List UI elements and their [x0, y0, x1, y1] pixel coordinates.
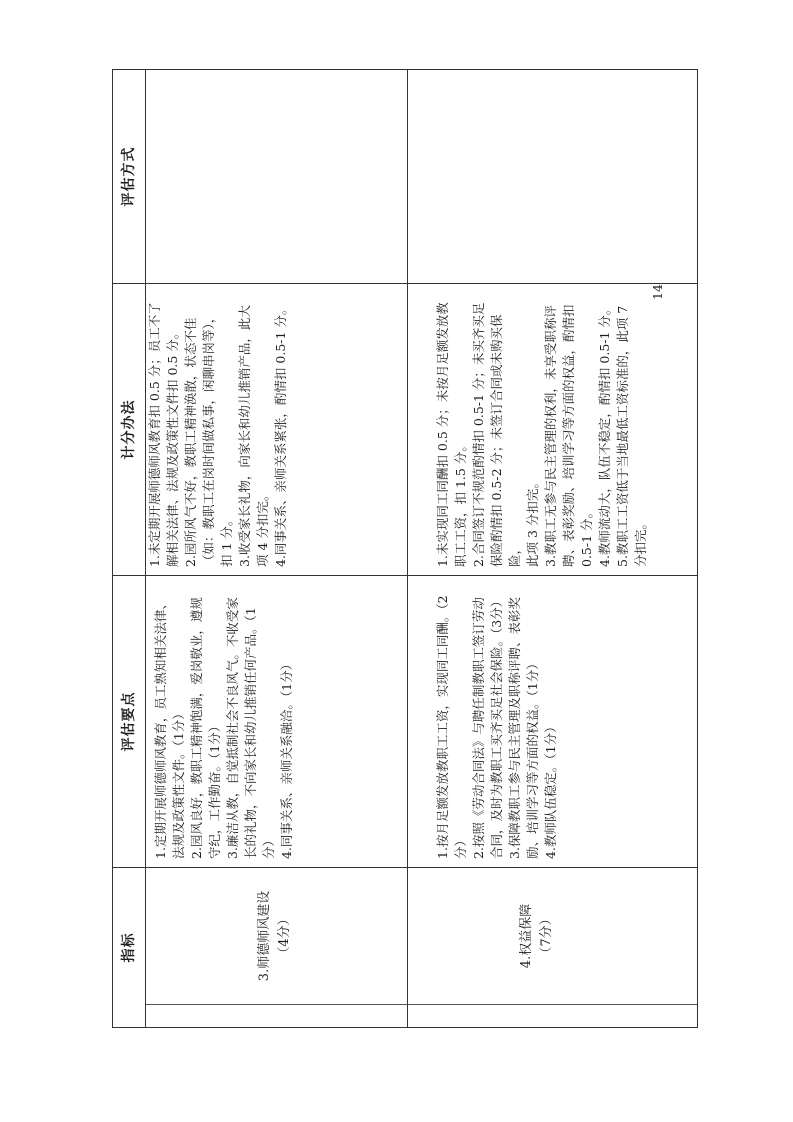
point-line: 2.园风良好，教职工精神饱满，爱岗敬业，遵规 — [189, 597, 204, 859]
scoring-line: （如：教职工在岗时间做私事，闲聊串岗等）， — [201, 310, 216, 567]
point-line: 励、培训学习等方面的权益。（1分） — [525, 657, 540, 859]
scoring-line: 项 4 分扣完。 — [255, 488, 270, 567]
method-cell — [146, 70, 408, 284]
scoring-line: 聘、表彰奖励、培训学习等方面的权益，酌情扣 — [561, 304, 576, 567]
scoring-line: 1.未实现同工同酬扣 0.5 分；未按月足额发放教 — [435, 302, 450, 567]
scoring-line: 扣 1 分。 — [219, 513, 234, 567]
scoring-line: 解相关法律、法规及政策性文件扣 0.5 分。 — [165, 326, 180, 567]
point-line: 法规及政策性文件。（1分） — [171, 707, 186, 859]
evaluation-table — [112, 69, 698, 1028]
scoring-cell — [408, 284, 698, 576]
scoring-line: 3.收受家长礼物，向家长和幼儿推销产品，此大 — [237, 305, 252, 567]
point-line: 分） — [453, 833, 468, 859]
table-row — [408, 70, 698, 1028]
indicator-score: （4分） — [277, 912, 292, 960]
indicator-title: 3.师德师风建设 — [257, 890, 272, 982]
table-row — [146, 70, 408, 1028]
header-indicator: 指标 — [113, 868, 146, 1028]
page-number: 14 — [650, 284, 665, 300]
scoring-cell — [146, 284, 408, 576]
indicator-score: （7分） — [539, 912, 554, 960]
scoring-line: 1.未定期开展师德师风教育扣 0.5 分；员工不了 — [147, 302, 162, 567]
point-line: 4.同事关系、亲师关系融洽。（1分） — [279, 657, 294, 859]
indicator-cell — [408, 868, 698, 1028]
key-points-cell — [146, 576, 408, 868]
scoring-line: 4.教师流动大，队伍不稳定，酌情扣 0.5-1 分。 — [597, 302, 612, 567]
scoring-line: 0.5-1 分。 — [579, 505, 594, 567]
point-line: 3.保障教职工参与民主管理及职称评聘、表彰奖 — [507, 597, 522, 859]
indicator-cell — [146, 868, 408, 1028]
indicator-title: 4.权益保障 — [519, 903, 534, 969]
header-row — [113, 70, 146, 1028]
header-method: 评估方式 — [113, 70, 146, 284]
point-line: 守纪，工作勤奋。（1分） — [207, 719, 222, 859]
scoring-line: 4.同事关系、亲师关系紧张，酌情扣 0.5-1 分。 — [273, 302, 288, 567]
point-line: 1.定期开展师德师风教育，员工熟知相关法律、 — [153, 597, 168, 859]
scoring-line: 3.教职工无参与民主管理的权利，未享受职称评 — [543, 305, 558, 567]
point-line: 长的礼物，不向家长和幼儿推销任何产品。（1 — [243, 607, 258, 859]
point-line: 分） — [261, 833, 276, 859]
point-line: 1.按月足额发放教职工工资，实现同工同酬。（2 — [435, 595, 450, 859]
method-cell — [408, 70, 698, 284]
scoring-line: 此项 3 分扣完。 — [525, 476, 540, 567]
header-scoring: 计分办法 — [113, 284, 146, 576]
point-line: 合同，及时为教职工买齐买足社会保险。（3分） — [489, 594, 504, 859]
header-key-points: 评估要点 — [113, 576, 146, 868]
point-line: 4.教师队伍稳定。（1分） — [543, 720, 558, 859]
scoring-line: 2.园所风气不好，教职工精神涣散，状态不佳 — [183, 317, 198, 567]
scoring-line: 5.教职工工资低于当地最低工资标准的，此项 7 — [615, 305, 630, 567]
key-points-cell — [408, 576, 698, 868]
point-line: 2.按照《劳动合同法》与聘任制教职工签订劳动 — [471, 597, 486, 859]
scoring-line: 保险酌情扣 0.5-2 分；未签订合同或未购买保险， — [489, 314, 522, 567]
point-line: 3.廉洁从教，自觉抵制社会不良风气。不收受家 — [225, 597, 240, 859]
rotated-page — [112, 70, 664, 1028]
scoring-line: 2.合同签订不规范酌情扣 0.5-1 分；未买齐买足 — [471, 302, 486, 567]
scoring-line: 分扣完。 — [633, 516, 648, 567]
scoring-line: 职工工资，扣 1.5 分。 — [453, 439, 468, 567]
